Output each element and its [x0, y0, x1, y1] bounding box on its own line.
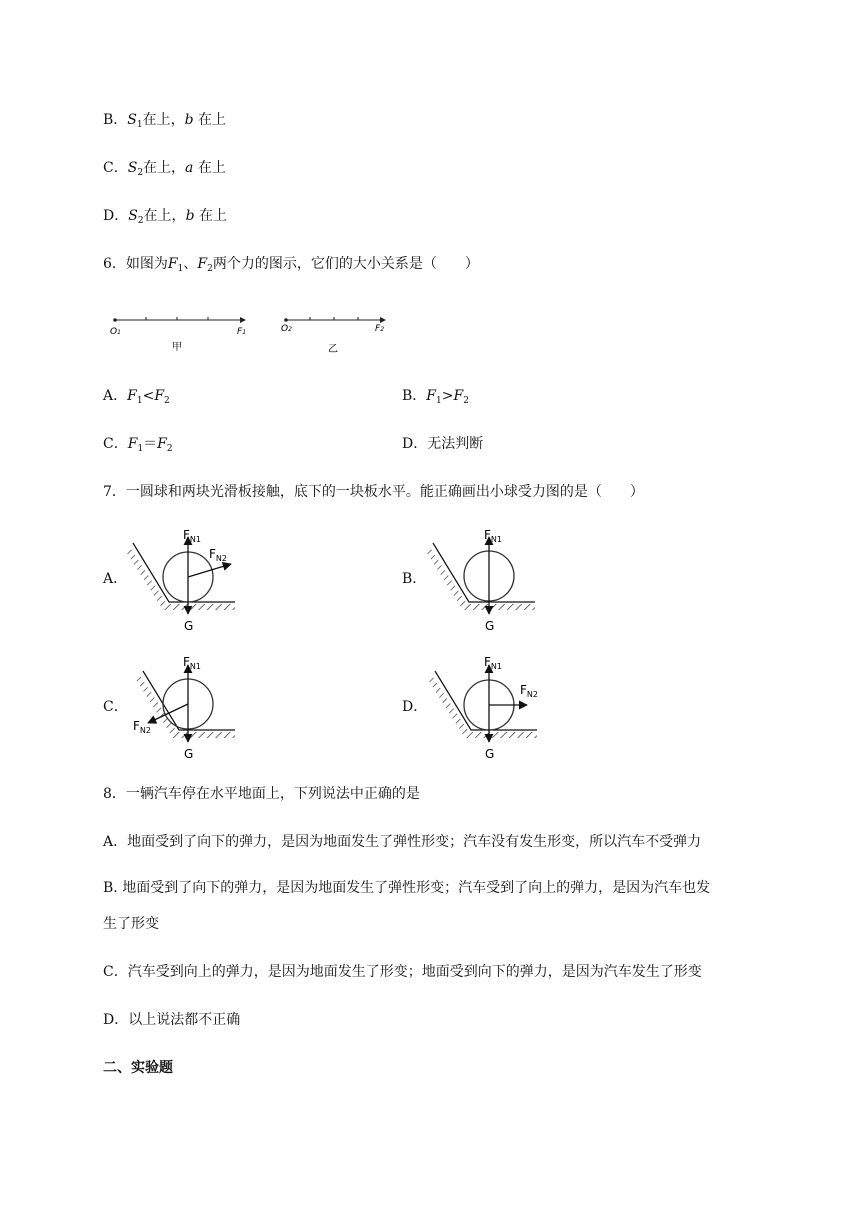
svg-text:G: G — [184, 747, 194, 761]
svg-text:G: G — [485, 747, 495, 761]
q7-figure-b — [425, 522, 545, 634]
svg-text:F1: F1 — [237, 327, 247, 337]
force-figure-jia — [110, 317, 246, 353]
q8-option-d: D．以上说法都不正确 — [103, 1012, 241, 1028]
force-figure-yi — [281, 317, 386, 355]
svg-text:FN1: $F_{N1}$ — [484, 528, 502, 544]
q7-figure-c — [125, 650, 245, 762]
q8-option-a: A．地面受到了向下的弹力，是因为地面发生了弹性形变；汽车没有发生形变，所以汽车不受弹力 — [103, 834, 702, 850]
q7-label-a: A． — [103, 571, 128, 587]
svg-text:O1: O1 — [110, 327, 121, 337]
section-heading-experiments: 二、实验题 — [103, 1060, 173, 1076]
svg-text:甲: 甲 — [172, 342, 182, 353]
q6-force-diagram — [100, 308, 400, 358]
svg-text:F2: F2 — [375, 324, 385, 334]
svg-text:乙: 乙 — [328, 344, 338, 355]
q8-stem: 8．一辆汽车停在水平地面上，下列说法中正确的是 — [103, 786, 420, 802]
q6-option-b: B．$F_1>F_2$ — [402, 388, 469, 406]
q8-option-b: B. 地面受到了向下的弹力，是因为地面发生了弹性形变；汽车受到了向上的弹力，是因为汽车也发 — [103, 880, 711, 896]
svg-text:FN2: $F_{N2}$ — [133, 719, 151, 735]
q7-stem: 7．一圆球和两块光滑板接触，底下的一块板水平。能正确画出小球受力图的是（ ） — [103, 484, 644, 500]
svg-text:FN1: $F_{N1}$ — [183, 528, 201, 544]
q7-label-b: B． — [402, 571, 427, 587]
svg-text:G: G — [184, 619, 194, 633]
q7-label-c: C． — [103, 699, 128, 715]
svg-text:O2: O2 — [281, 324, 292, 334]
q8-option-c: C．汽车受到向上的弹力，是因为地面发生了形变；地面受到向下的弹力，是因为汽车发生了形变 — [103, 964, 702, 980]
svg-text:G: G — [485, 619, 495, 633]
q6-option-c: C．$F_1=F_2$ — [103, 436, 173, 454]
q5-option-b: B．$S_1$在上，b 在上 — [103, 112, 227, 130]
q8-option-b-continued: 生了形变 — [103, 916, 159, 932]
q7-label-d: D． — [402, 699, 428, 715]
svg-text:FN1: $F_{N1}$ — [183, 655, 201, 671]
q7-figure-d — [427, 650, 557, 762]
q7-figure-a — [125, 522, 245, 634]
svg-text:FN2: $F_{N2}$ — [209, 547, 227, 563]
q5-option-d: D．$S_2$在上，b 在上 — [103, 208, 227, 226]
q6-option-d: D．无法判断 — [402, 436, 484, 452]
svg-text:FN1: $F_{N1}$ — [484, 655, 502, 671]
q6-stem: 6．如图为$F_1$、$F_2$两个力的图示，它们的大小关系是（ ） — [103, 256, 479, 274]
q5-option-c: C．$S_2$在上，a 在上 — [103, 160, 226, 178]
svg-text:FN2: $F_{N2}$ — [520, 683, 538, 699]
q6-option-a: A．$F_1<F_2$ — [103, 388, 170, 406]
